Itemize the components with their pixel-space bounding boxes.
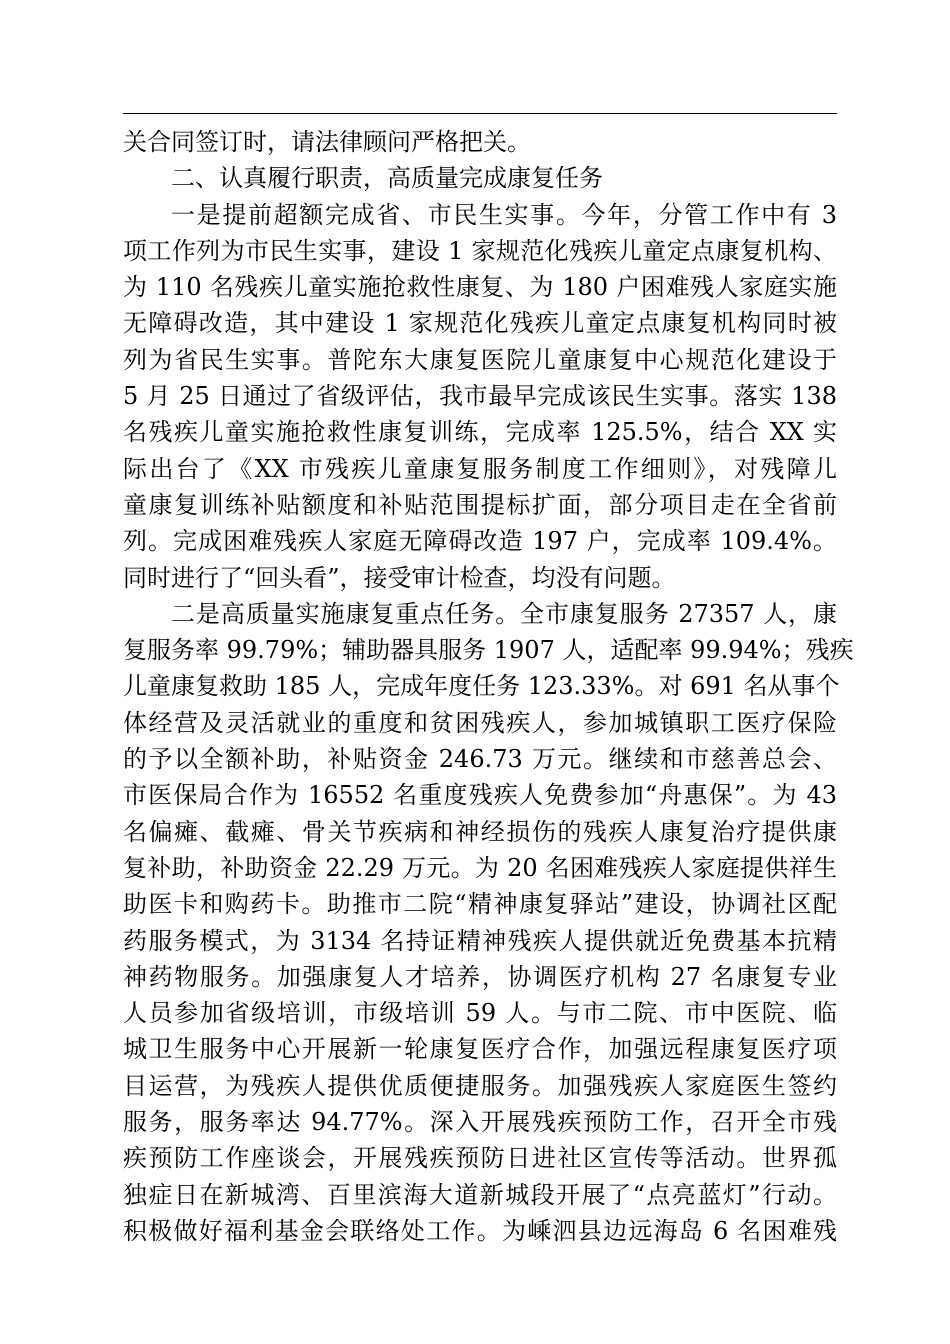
text-line: 名残疾儿童实施抢救性康复训练，完成率 125.5%，结合 XX 实 bbox=[123, 418, 837, 447]
text-line: 一是提前超额完成省、市民生实事。今年，分管工作中有 3 bbox=[171, 200, 837, 229]
text-line: 儿童康复救助 185 人，完成年度任务 123.33%。对 691 名从事个 bbox=[123, 672, 840, 701]
text-line: 同时进行了“回头看”，接受审计检查，均没有问题。 bbox=[123, 563, 676, 592]
text-line: 项工作列为市民生实事，建设 1 家规范化残疾儿童定点康复机构、 bbox=[123, 236, 837, 265]
text-line: 无障碍改造，其中建设 1 家规范化残疾儿童定点康复机构同时被 bbox=[123, 309, 837, 338]
text-line: 二是高质量实施康复重点任务。全市康复服务 27357 人，康 bbox=[171, 599, 837, 628]
text-line: 助医卡和购药卡。助推市二院“精神康复驿站”建设，协调社区配 bbox=[123, 890, 837, 919]
section-heading: 二、认真履行职责，高质量完成康复任务 bbox=[171, 164, 603, 193]
text-line: 复补助，补助资金 22.29 万元。为 20 名困难残疾人家庭提供祥生 bbox=[123, 853, 837, 882]
text-line: 市医保局合作为 16552 名重度残疾人免费参加“舟惠保”。为 43 bbox=[123, 781, 837, 810]
text-line: 药服务模式，为 3134 名持证精神残疾人提供就近免费基本抗精 bbox=[123, 926, 837, 955]
body-text bbox=[123, 124, 854, 1249]
text-line: 列为省民生实事。普陀东大康复医院儿童康复中心规范化建设于 bbox=[123, 345, 837, 374]
text-line: 目运营，为残疾人提供优质便捷服务。加强残疾人家庭医生签约 bbox=[123, 1071, 837, 1100]
text-line: 童康复训练补贴额度和补贴范围提标扩面，部分项目走在全省前 bbox=[123, 490, 837, 519]
text-line: 体经营及灵活就业的重度和贫困残疾人，参加城镇职工医疗保险 bbox=[123, 708, 837, 737]
text-line: 关合同签订时，请法律顾问严格把关。 bbox=[123, 128, 531, 156]
text-line: 神药物服务。加强康复人才培养，协调医疗机构 27 名康复专业 bbox=[123, 962, 837, 991]
text-line: 疾预防工作座谈会，开展残疾预防日进社区宣传等活动。世界孤 bbox=[123, 1144, 837, 1173]
text-line: 独症日在新城湾、百里滨海大道新城段开展了“点亮蓝灯”行动。 bbox=[123, 1180, 837, 1209]
text-line: 为 110 名残疾儿童实施抢救性康复、为 180 户困难残人家庭实施 bbox=[123, 273, 837, 302]
text-line: 积极做好福利基金会联络处工作。为嵊泗县边远海岛 6 名困难残 bbox=[123, 1216, 837, 1245]
text-line: 人员参加省级培训，市级培训 59 人。与市二院、市中医院、临 bbox=[123, 999, 837, 1028]
text-line: 际出台了《XX 市残疾儿童康复服务制度工作细则》，对残障儿 bbox=[123, 454, 837, 483]
text-line: 复服务率 99.79%；辅助器具服务 1907 人，适配率 99.94%；残疾 bbox=[123, 636, 854, 665]
text-line: 列。完成困难残疾人家庭无障碍改造 197 户，完成率 109.4%。 bbox=[123, 527, 837, 556]
header-rule bbox=[123, 113, 837, 114]
text-line: 城卫生服务中心开展新一轮康复医疗合作，加强远程康复医疗项 bbox=[123, 1035, 837, 1064]
text-line: 5 月 25 日通过了省级评估，我市最早完成该民生实事。落实 138 bbox=[123, 382, 837, 411]
text-line: 的予以全额补助，补贴资金 246.73 万元。继续和市慈善总会、 bbox=[123, 745, 837, 774]
text-line: 名偏瘫、截瘫、骨关节疾病和神经损伤的残疾人康复治疗提供康 bbox=[123, 817, 837, 846]
text-line: 服务，服务率达 94.77%。深入开展残疾预防工作，召开全市残 bbox=[123, 1108, 837, 1137]
